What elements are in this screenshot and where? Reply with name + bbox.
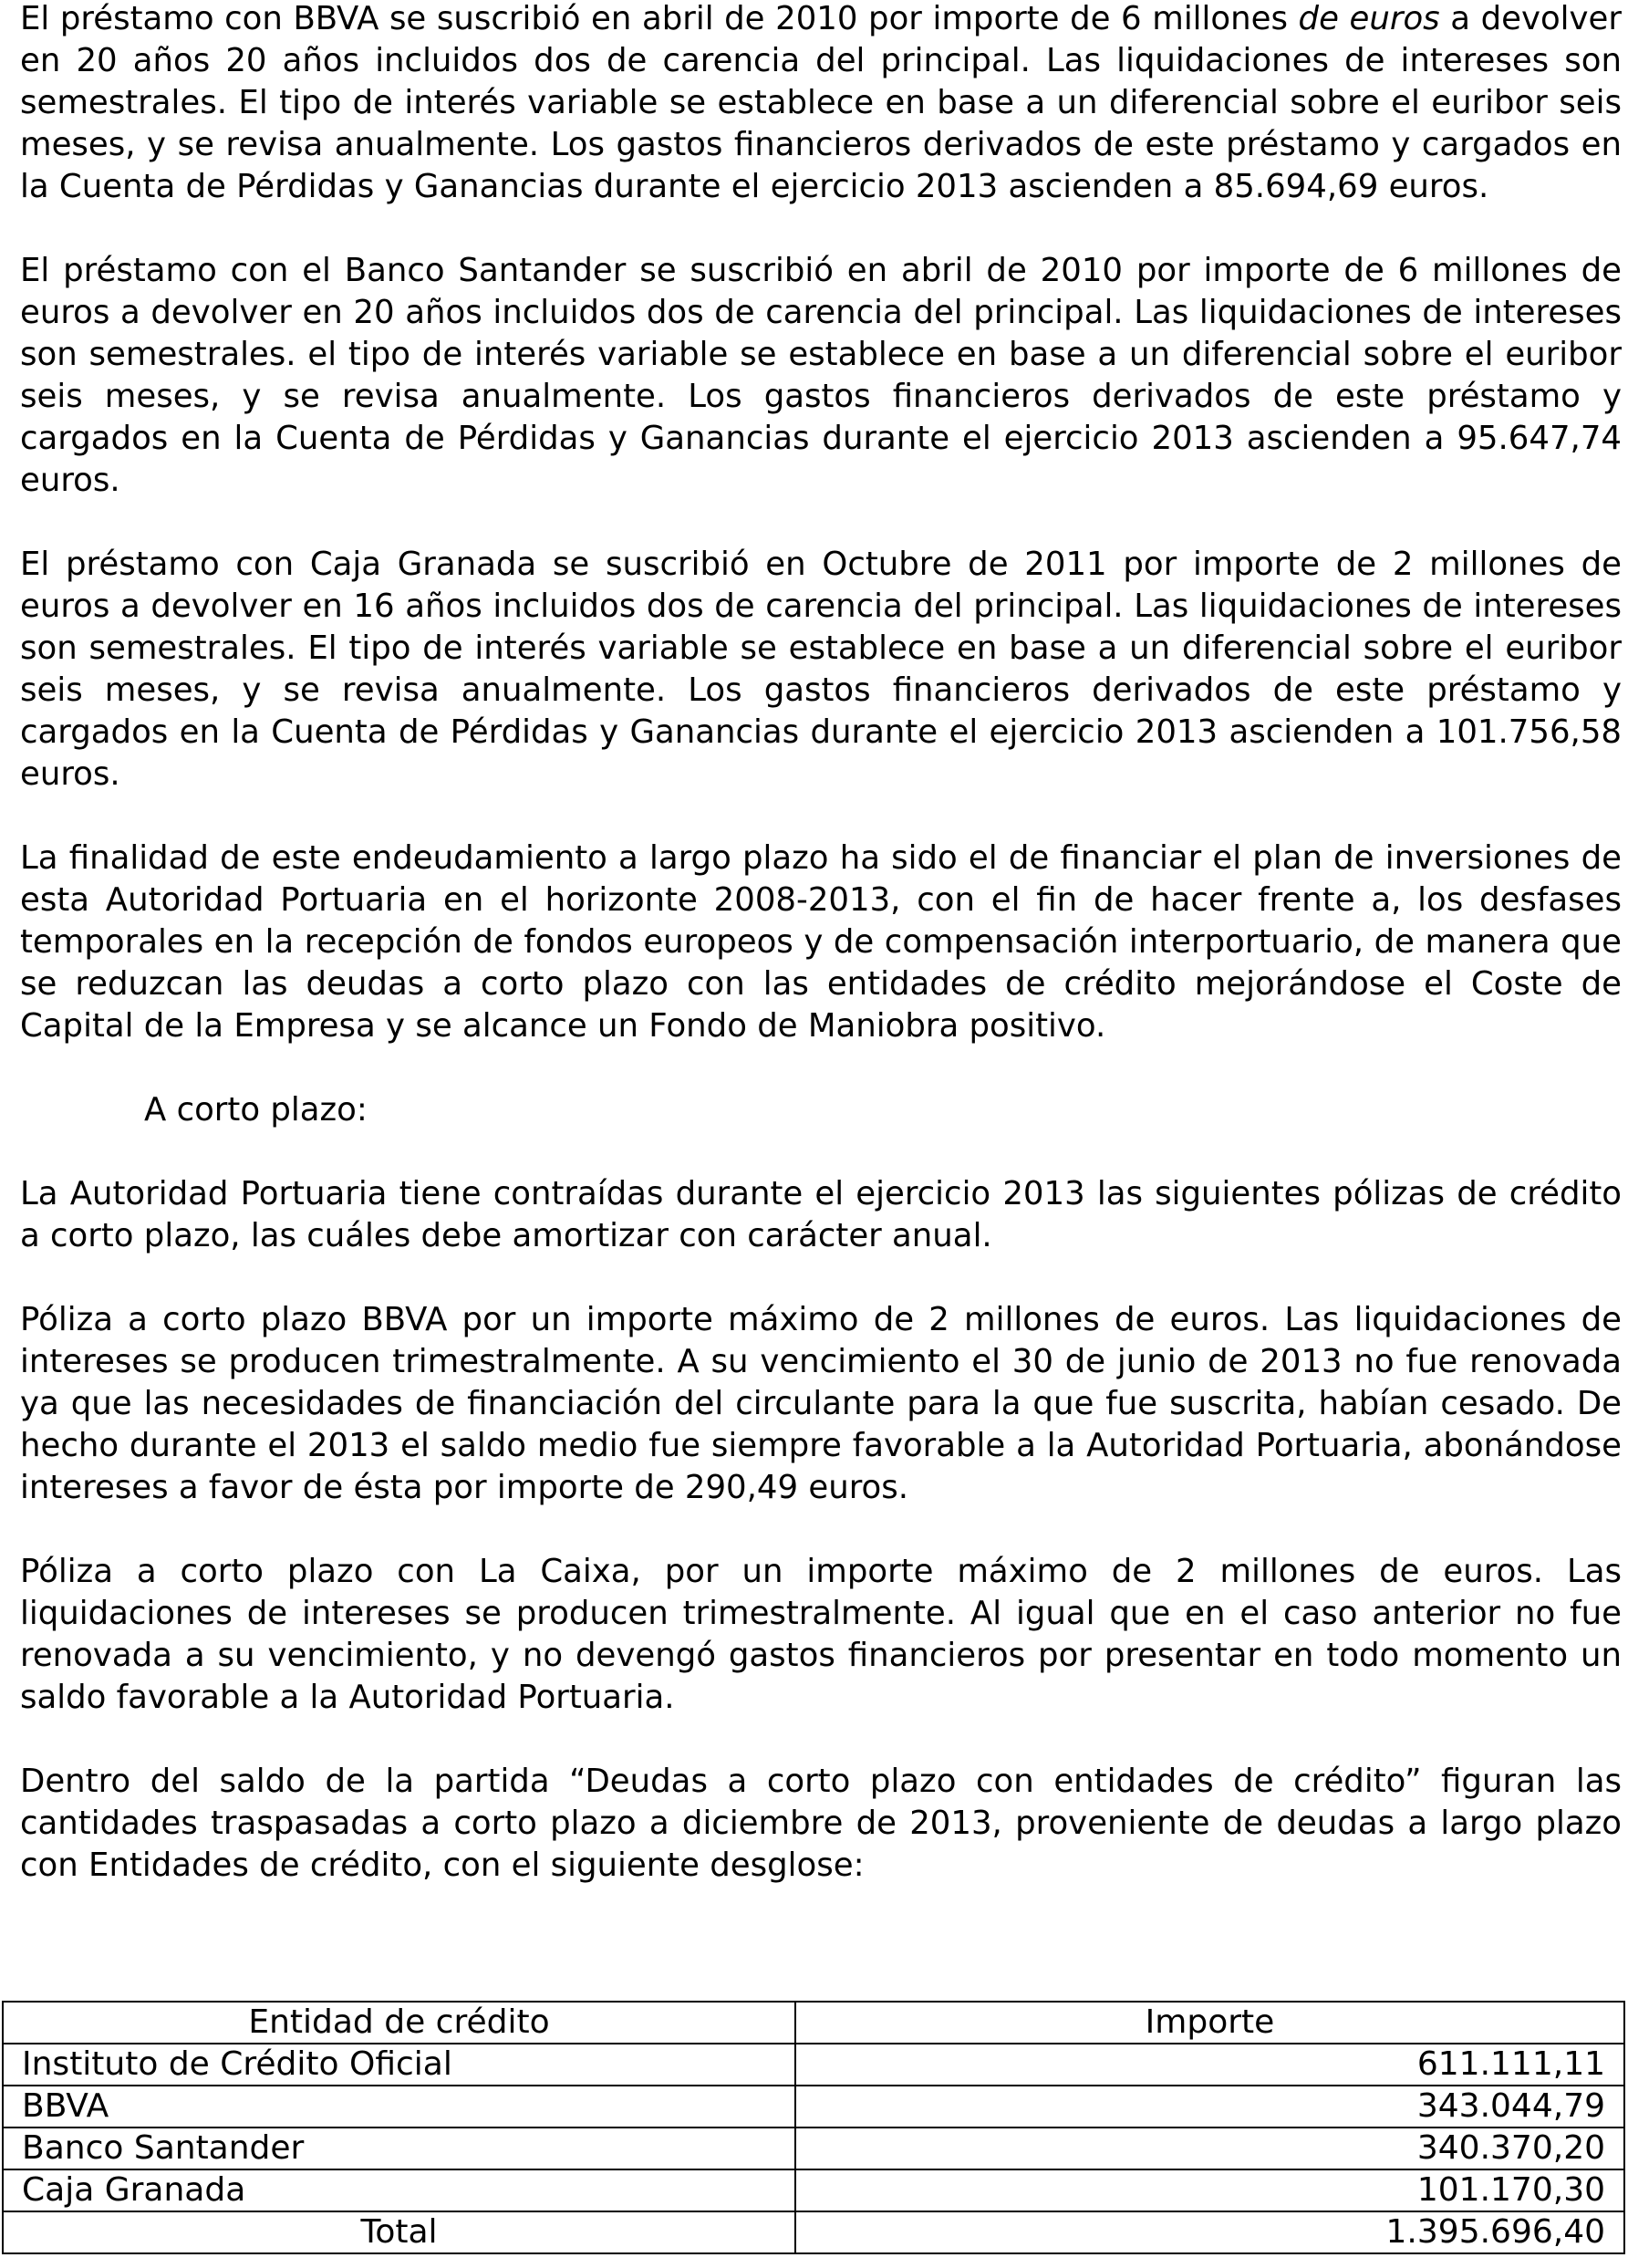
table-row — [3, 2128, 1624, 2169]
header-entity: Entidad de crédito — [3, 2002, 795, 2044]
cell-amount: 343.044,79 — [795, 2086, 1624, 2128]
subheading-short-term: A corto plazo: — [144, 1091, 368, 1129]
paragraph-bbva-loan — [20, 0, 1622, 208]
paragraph-santander-loan: El préstamo con el Banco Santander se suscribió en abril de 2010 por importe de 6 millones de euros a devolver en 20 años incluidos dos de carencia del principal. Las liquidaciones de intereses son semestrales. el tipo de interés variable se establece en base a un diferencial sobre el euribor seis meses, y se revisa anualmente. Los gastos financieros derivados de este préstamo y cargados en la Cuenta de Pérdidas y Ganancias durante el ejercicio 2013 ascienden a 95.647,74 euros. — [20, 252, 1622, 499]
total-label: Total — [3, 2211, 795, 2253]
paragraph-caixa-policy: Póliza a corto plazo con La Caixa, por un importe máximo de 2 millones de euros. Las liquidaciones de intereses se producen trimestralmente. Al igual que en el caso anterior no fue renovada a su vencimiento, y no devengó gastos financieros por presentar en todo momento un saldo favorable a la Autoridad Portuaria. — [20, 1553, 1622, 1716]
table-row — [3, 2086, 1624, 2128]
credit-table-container — [2, 2001, 1625, 2254]
paragraph-breakdown-intro: Dentro del saldo de la partida “Deudas a corto plazo con entidades de crédito” figuran las cantidades traspasadas a corto plazo a diciembre de 2013, proveniente de deudas a largo plazo con Entidades de crédito, con el siguiente desglose: — [20, 1763, 1622, 1884]
cell-entity: BBVA — [3, 2086, 795, 2128]
paragraph-text: a devolver en 20 años 20 años incluidos dos de carencia del principal. Las liquidaciones de intereses son semestrales. El tipo de interés variable se establece en base a un diferencial sobre el euribor seis meses, y se revisa anualmente. Los gastos financieros derivados de este préstamo y cargados en la Cuenta de Pérdidas y Ganancias durante el ejercicio 2013 ascienden a 85.694,69 euros. — [20, 0, 1622, 205]
paragraph-purpose: La finalidad de este endeudamiento a largo plazo ha sido el de financiar el plan de inversiones de esta Autoridad Portuaria en el horizonte 2008-2013, con el fin de hacer frente a, los desfases temporales en la recepción de fondos europeos y de compensación interportuario, de manera que se reduzcan las deudas a corto plazo con las entidades de crédito mejorándose el Coste de Capital de la Empresa y se alcance un Fondo de Maniobra positivo. — [20, 839, 1622, 1045]
cell-amount: 340.370,20 — [795, 2128, 1624, 2169]
cell-amount: 611.111,11 — [795, 2044, 1624, 2086]
table-row — [3, 2044, 1624, 2086]
paragraph-text: El préstamo con BBVA se suscribió en abril de 2010 por importe de 6 millones — [20, 0, 1299, 37]
paragraph-bbva-policy: Póliza a corto plazo BBVA por un importe máximo de 2 millones de euros. Las liquidaciones de intereses se producen trimestralmente. A su vencimiento el 30 de junio de 2013 no fue renovada ya que las necesidades de financiación del circulante para la que fue suscrita, habían cesado. De hecho durante el 2013 el saldo medio fue siempre favorable a la Autoridad Portuaria, abonándose intereses a favor de ésta por importe de 290,49 euros. — [20, 1301, 1622, 1506]
credit-breakdown-table — [2, 2001, 1625, 2254]
italic-text: de euros — [1298, 0, 1440, 37]
header-amount: Importe — [795, 2002, 1624, 2044]
table-header-row — [3, 2002, 1624, 2044]
paragraph-short-term-intro: La Autoridad Portuaria tiene contraídas durante el ejercicio 2013 las siguientes pólizas de crédito a corto plazo, las cuáles debe amortizar con carácter anual. — [20, 1175, 1622, 1254]
paragraph-caja-granada-loan: El préstamo con Caja Granada se suscribió en Octubre de 2011 por importe de 2 millones de euros a devolver en 16 años incluidos dos de carencia del principal. Las liquidaciones de intereses son semestrales. El tipo de interés variable se establece en base a un diferencial sobre el euribor seis meses, y se revisa anualmente. Los gastos financieros derivados de este préstamo y cargados en la Cuenta de Pérdidas y Ganancias durante el ejercicio 2013 ascienden a 101.756,58 euros. — [20, 546, 1622, 793]
cell-entity: Banco Santander — [3, 2128, 795, 2169]
cell-amount: 101.170,30 — [795, 2169, 1624, 2211]
cell-entity: Caja Granada — [3, 2169, 795, 2211]
table-total-row — [3, 2211, 1624, 2253]
document-page — [20, 0, 1622, 1929]
cell-entity: Instituto de Crédito Oficial — [3, 2044, 795, 2086]
total-amount: 1.395.696,40 — [795, 2211, 1624, 2253]
table-row — [3, 2169, 1624, 2211]
